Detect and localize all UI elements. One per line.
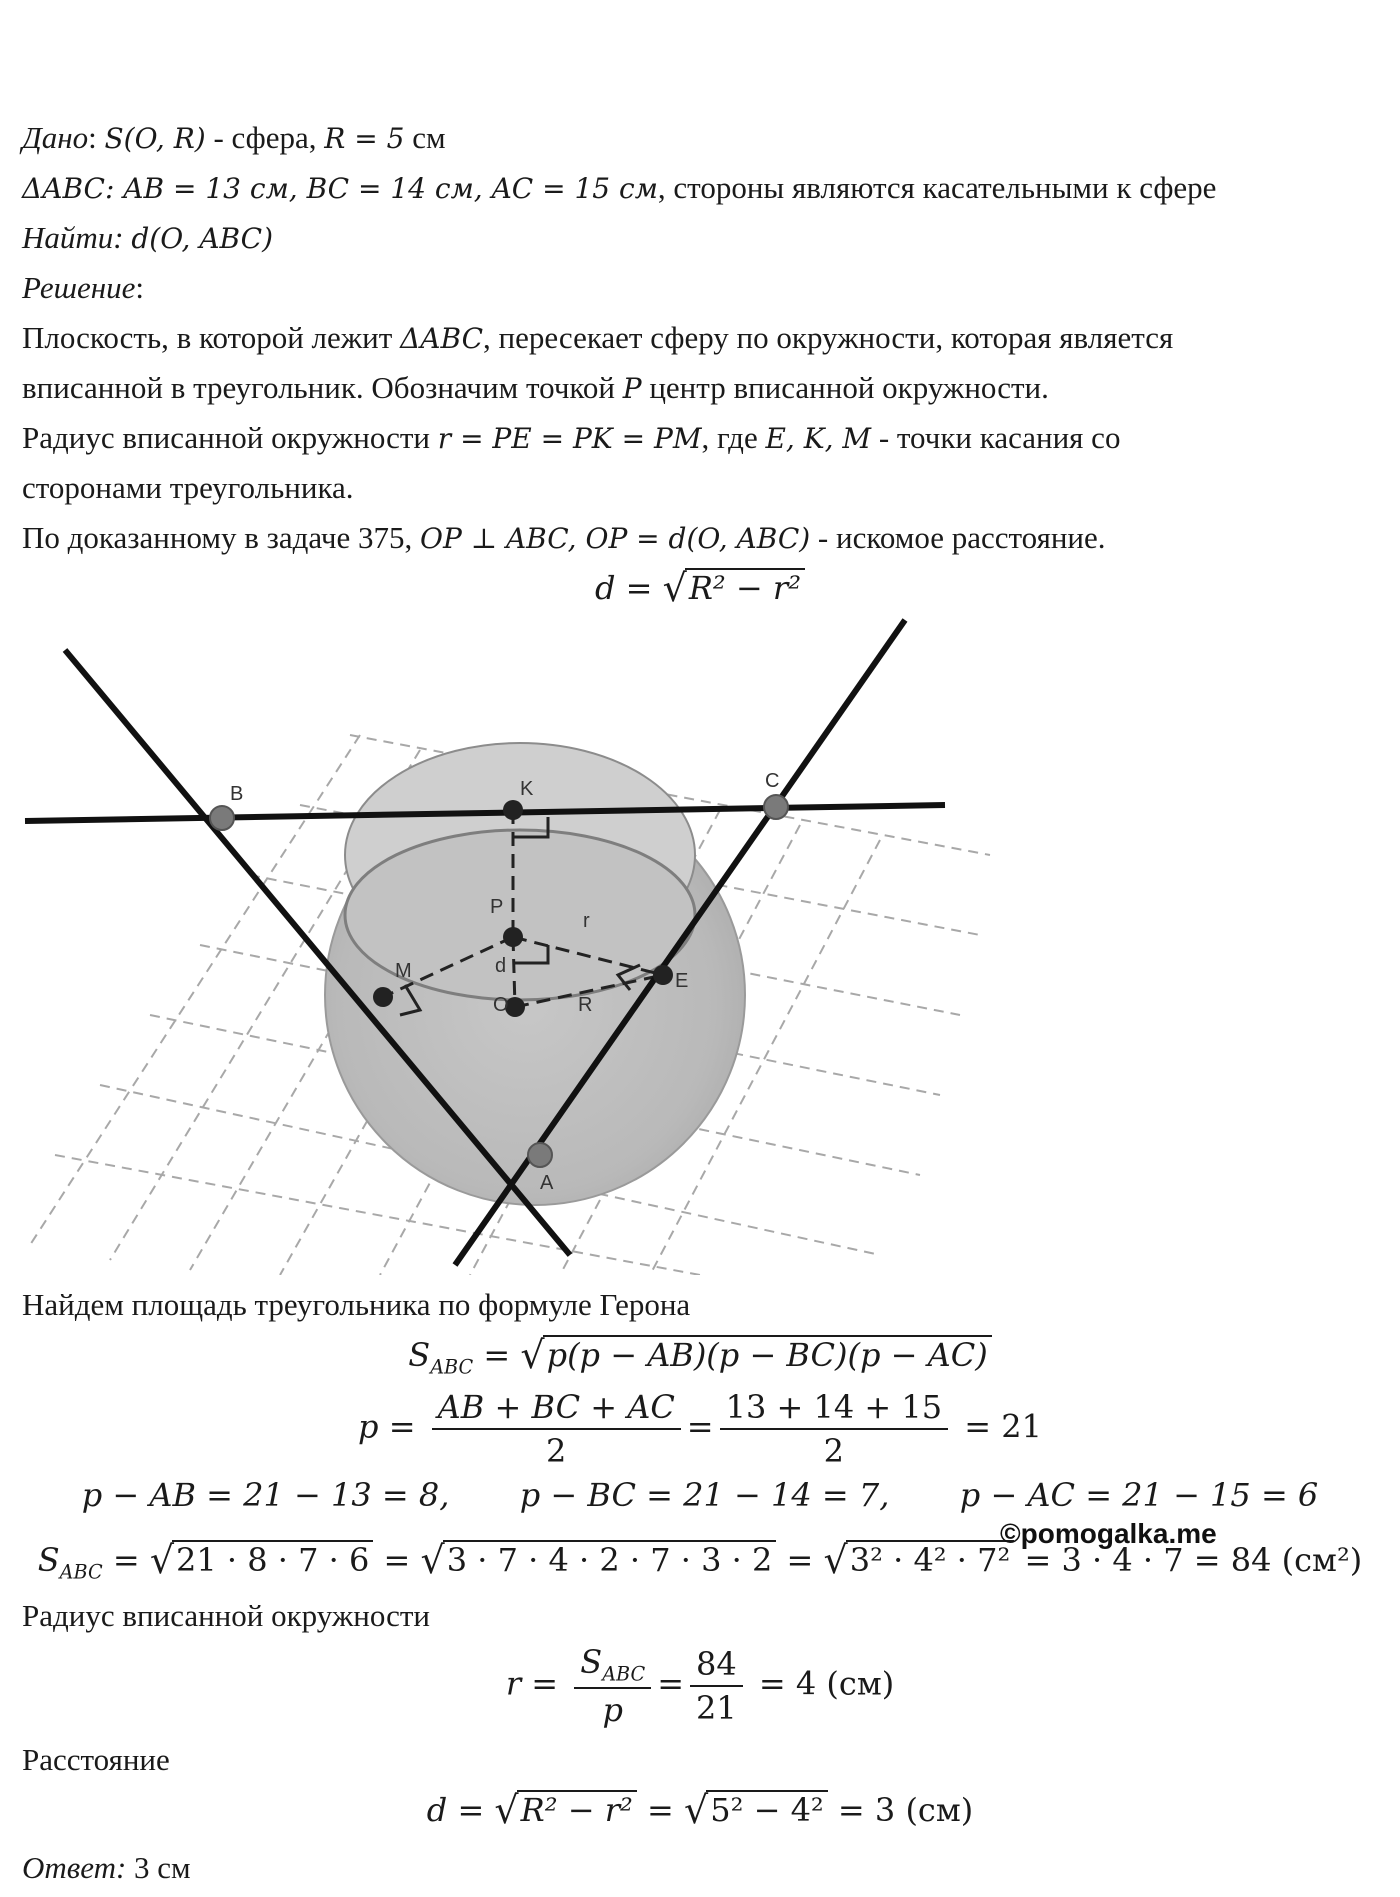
text: - искомое расстояние.: [810, 520, 1106, 555]
diff-ab: p − AB = 21 − 13 = 8,: [81, 1476, 450, 1514]
label-r-big: R: [578, 994, 593, 1016]
sphere-expr: S(O, R): [104, 122, 206, 155]
text: сторонами треугольника.: [22, 470, 354, 505]
numerator: AB + BC + AC: [432, 1388, 681, 1430]
math-perpendicular: OP ⊥ ABC, OP = d(O, ABC): [420, 522, 811, 555]
text: Радиус вписанной окружности: [22, 1598, 431, 1633]
answer-line: [22, 1848, 191, 1888]
radius-unit: см: [404, 120, 446, 155]
area-result: = 3 · 4 · 7 = 84 (см²): [1014, 1541, 1363, 1579]
math-triangle: ΔABC: [400, 322, 484, 355]
text: Радиус вписанной окружности: [22, 420, 438, 455]
label-d: d: [495, 955, 507, 977]
find-line: [22, 218, 273, 259]
paragraph-2b: [22, 468, 354, 508]
fraction: [432, 1388, 681, 1470]
watermark: ©pomogalka.me: [1000, 1518, 1217, 1549]
r-lhs: r =: [505, 1664, 569, 1703]
p-lhs: p =: [358, 1407, 426, 1446]
diff-bc: p − BC = 21 − 14 = 7,: [519, 1476, 890, 1514]
text: , где: [701, 420, 766, 455]
paragraph-1a: [22, 318, 1173, 359]
denominator: 2: [823, 1432, 845, 1470]
area-symbol: S: [408, 1336, 431, 1374]
text: Найдем площадь треугольника по формуле Герона: [22, 1287, 691, 1322]
denominator: p: [602, 1691, 623, 1730]
label-m: M: [395, 960, 412, 982]
formula-inradius: r = $\frac{S_{ABC}}{p}$ = $\frac{84}{21}$ = 4 (см): [505, 1643, 895, 1730]
text: , пересекает сферу по окружности, которая является: [483, 320, 1174, 355]
label-c: C: [765, 770, 780, 792]
paragraph-3: [22, 518, 1106, 559]
math-points: E, K, M: [765, 422, 872, 455]
triangle-expr: ΔABC: AB = 13 см, BC = 14 см, AC = 15 см: [22, 172, 658, 205]
answer-value: 3 см: [134, 1850, 191, 1885]
given-label: Дано: [22, 120, 89, 155]
formula-semiperimeter: p = $\frac{AB + BC + AC}{2}$ = $\frac{13 + 14 + 15}{2}$ = 21: [358, 1388, 1042, 1470]
radicand-1: 21 · 8 · 7 · 6: [172, 1540, 373, 1579]
find-expr: d(O, ABC): [131, 222, 273, 255]
differences: [0, 1476, 1400, 1514]
radicand-2: 3 · 7 · 4 · 2 · 7 · 3 · 2: [443, 1540, 777, 1579]
label-p: P: [490, 896, 504, 918]
numerator-sub: ABC: [602, 1662, 646, 1686]
diff-ac: p − AC = 21 − 15 = 6: [959, 1476, 1319, 1514]
formula-distance-general: [0, 566, 1400, 610]
text: центр вписанной окружности.: [641, 370, 1049, 405]
result: = 21: [954, 1407, 1042, 1446]
formula-heron: $S_{ABC} = √p(p - AB)(p - BC)(p - AC)$: [0, 1333, 1400, 1378]
given-line-2: [22, 168, 1216, 209]
distance-intro: [22, 1740, 170, 1780]
area-sub: ABC: [59, 1560, 103, 1584]
result: = 3 (см): [827, 1791, 974, 1829]
area-sub: ABC: [430, 1355, 474, 1379]
paragraph-1b: [22, 368, 1049, 409]
solution-label: Решение: [22, 270, 136, 305]
numerator: S: [580, 1643, 603, 1681]
heron-intro: [22, 1285, 690, 1325]
triangle-note: , стороны являются касательными к сфере: [657, 170, 1217, 205]
answer-label: Ответ:: [22, 1850, 127, 1885]
d-lhs: d =: [426, 1791, 495, 1829]
radicand-1: R² − r²: [517, 1790, 637, 1829]
numerator: 13 + 14 + 15: [720, 1388, 948, 1430]
label-r-small: r: [583, 910, 590, 932]
label-e: E: [675, 970, 689, 992]
radicand-3: 3² · 4² · 7²: [846, 1540, 1015, 1579]
solution-line: Решение:: [22, 270, 144, 305]
math-radius: r = PE = PK = PM: [437, 422, 702, 455]
inradius-intro: [22, 1596, 430, 1636]
math-p: P: [622, 372, 642, 405]
radicand-2: 5² − 4²: [706, 1790, 828, 1829]
result: = 4 (см): [748, 1664, 895, 1703]
formula-distance: d = √R² − r² = √5² − 4² = 3 (см): [426, 1788, 974, 1832]
text: вписанной в треугольник. Обозначим точкой: [22, 370, 623, 405]
paragraph-2a: [22, 418, 1120, 459]
area-calculation: $S_{ABC} = √21 \cdot 8 \cdot 7 \cdot 6 = √3 \cdot 7 \cdot 4 \cdot 2 \cdot 7 \cdot 3 \cdot 2 = √3^2 \cdot 4^2 \cdot 7^2 = 3 \cdot 4 \cdot 7 = 84$ (см²): [37, 1538, 1363, 1584]
radicand: R² − r²: [685, 568, 805, 607]
text: - точки касания со: [871, 420, 1121, 455]
sphere-text: - сфера,: [205, 120, 325, 155]
denominator: 2: [546, 1432, 567, 1470]
label-b: B: [230, 783, 244, 805]
sqrt-sign: √: [520, 1333, 545, 1377]
numerator: 84: [690, 1645, 743, 1687]
sqrt-sign: √: [662, 566, 687, 610]
text: По доказанному в задаче 375,: [22, 520, 421, 555]
radius-expr: R = 5: [324, 122, 405, 155]
given-line-1: Дано: S(O, R) - сфера, R = 5 см: [22, 120, 446, 155]
text: Плоскость, в которой лежит: [22, 320, 401, 355]
label-a: A: [540, 1172, 554, 1194]
label-k: K: [520, 778, 534, 800]
fraction: [690, 1645, 743, 1727]
formula-lhs: d =: [594, 569, 663, 607]
find-label: Найти:: [22, 220, 124, 255]
fraction: [720, 1388, 948, 1470]
label-o: O: [493, 994, 509, 1016]
fraction: [574, 1643, 651, 1729]
denominator: 21: [696, 1689, 737, 1728]
area-symbol: S: [37, 1541, 60, 1579]
geometry-figure: [0, 615, 1000, 1275]
radicand: p(p − AB)(p − BC)(p − AC): [543, 1335, 992, 1374]
text: Расстояние: [22, 1742, 170, 1777]
